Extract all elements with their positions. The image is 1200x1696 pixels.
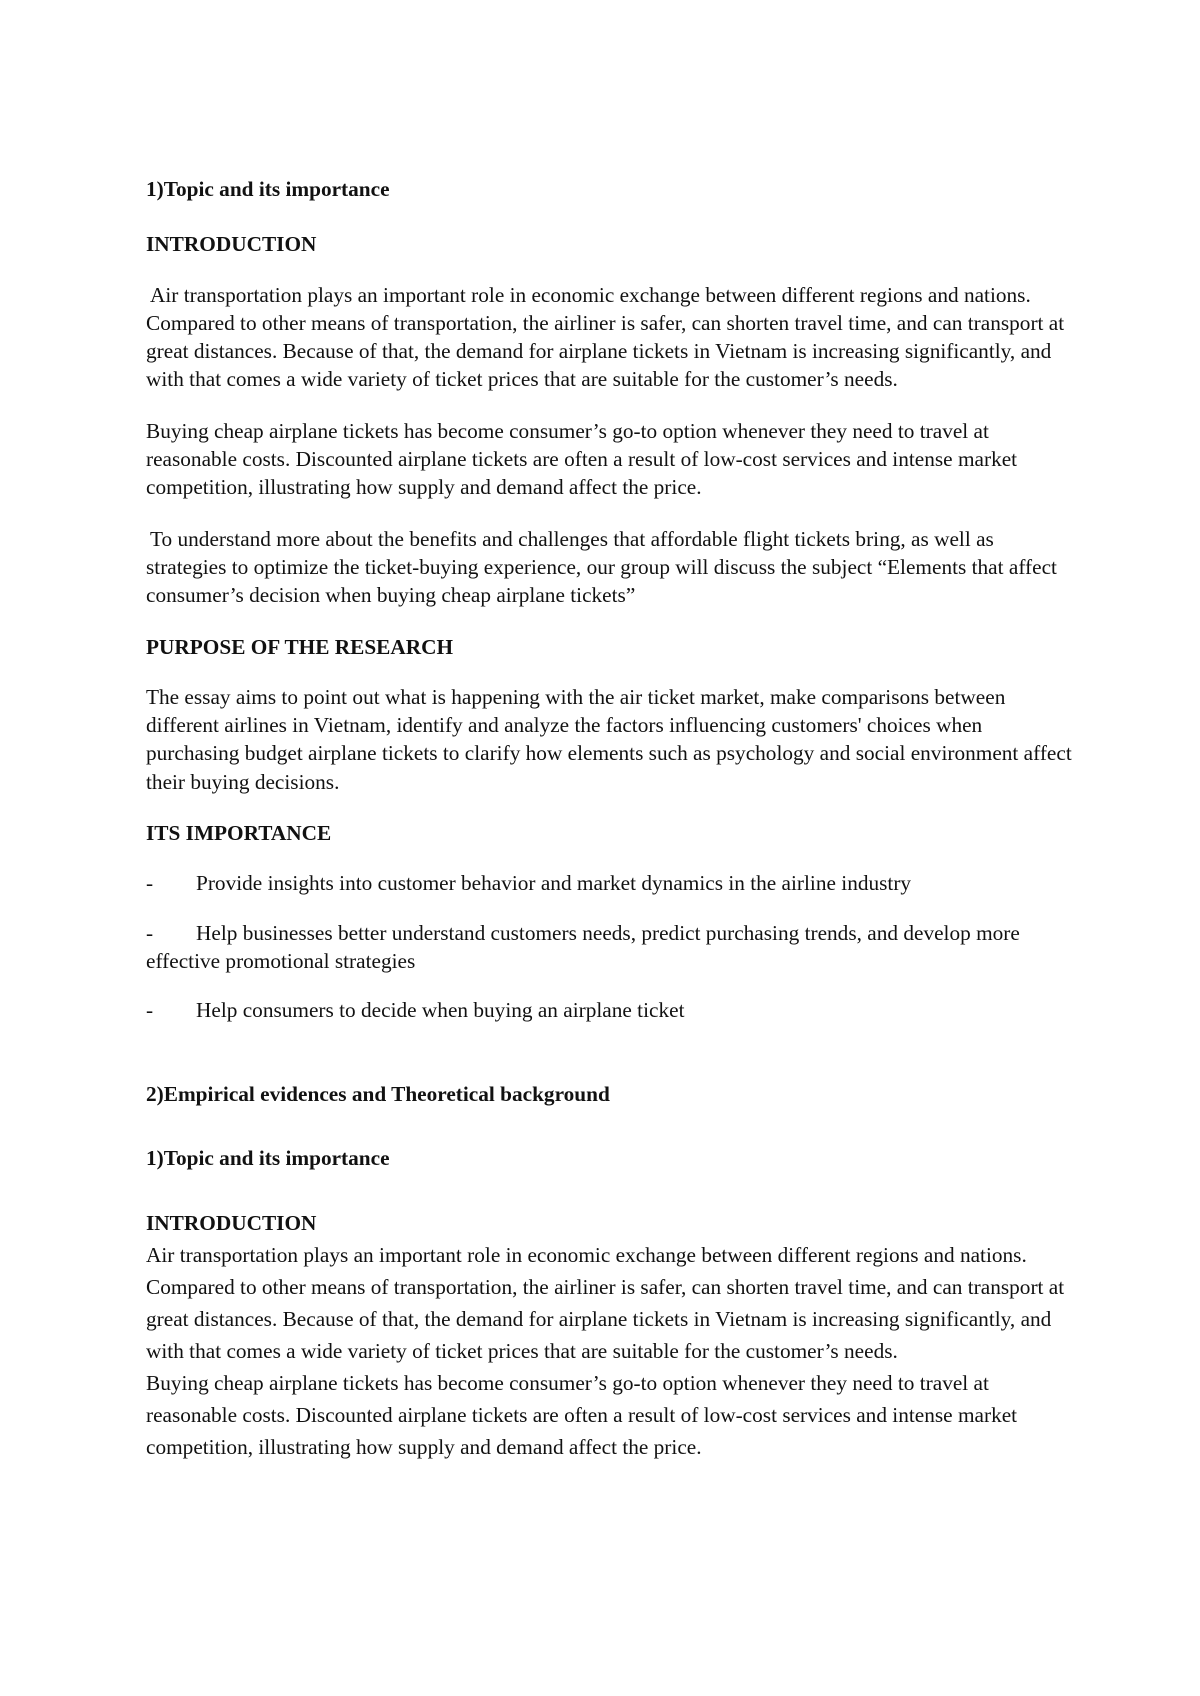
bullet-dash: -: [146, 998, 154, 1023]
paragraph: Buying cheap airplane tickets has become consumer’s go-to option whenever they need to travel at reasonable costs. Discounted airplane tickets are often a result of low-cost services and intense market competition, illustrating how supply and demand affect the price.: [146, 418, 1018, 500]
section-heading-topic: 1)Topic and its importance: [146, 1145, 390, 1170]
section-heading-topic: 1)Topic and its importance: [146, 177, 390, 201]
paragraph: To understand more about the benefits and challenges that affordable flight tickets bring, as well as strategies to optimize the ticket-buying experience, our group will discuss the subject “Elements that affect consumer’s decision when buying cheap airplane tickets”: [146, 526, 1057, 608]
list-item-text: Help consumers to decide when buying an airplane ticket: [196, 998, 685, 1023]
subheading-introduction: INTRODUCTION: [146, 232, 317, 257]
bullet-dash: -: [146, 920, 154, 945]
list-item: [146, 919, 1076, 976]
list-item-text: Provide insights into customer behavior and market dynamics in the airline industry: [196, 871, 912, 896]
paragraph: Air transportation plays an important role in economic exchange between different regions and nations. Compared to other means of transportation, the airliner is safer, can shorten travel time, and can transport at great distances. Because of that, the demand for airplane tickets in Vietnam is increasing significantly, and with that comes a wide variety of ticket prices that are suitable for the customer’s needs.: [146, 1243, 1065, 1364]
paragraph: Air transportation plays an important role in economic exchange between different regions and nations. Compared to other means of transportation, the airliner is safer, can shorten travel time, and can transport at great distances. Because of that, the demand for airplane tickets in Vietnam is increasing significantly, and with that comes a wide variety of ticket prices that are suitable for the customer’s needs.: [146, 282, 1065, 392]
list-item-text: Help businesses better understand customers needs, predict purchasing trends, and develop more effective promotional strategies: [146, 920, 1020, 973]
document-body: [146, 175, 1076, 1463]
list-item: [146, 869, 1076, 897]
paragraph: Buying cheap airplane tickets has become consumer’s go-to option whenever they need to travel at reasonable costs. Discounted airplane tickets are often a result of low-cost services and intense market competition, illustrating how supply and demand affect the price.: [146, 1371, 1018, 1460]
subheading-purpose: PURPOSE OF THE RESEARCH: [146, 634, 454, 659]
list-item: [146, 996, 1076, 1024]
bullet-dash: -: [146, 871, 154, 896]
paragraph: The essay aims to point out what is happening with the air ticket market, make comparisons between different airlines in Vietnam, identify and analyze the factors influencing customers' choices when purchasing budget airplane tickets to clarify how elements such as psychology and social environment affect their buying decisions.: [146, 684, 1072, 794]
subheading-introduction: INTRODUCTION: [146, 1211, 317, 1236]
subheading-importance: ITS IMPORTANCE: [146, 821, 332, 846]
section-heading-empirical: 2)Empirical evidences and Theoretical background: [146, 1081, 610, 1106]
